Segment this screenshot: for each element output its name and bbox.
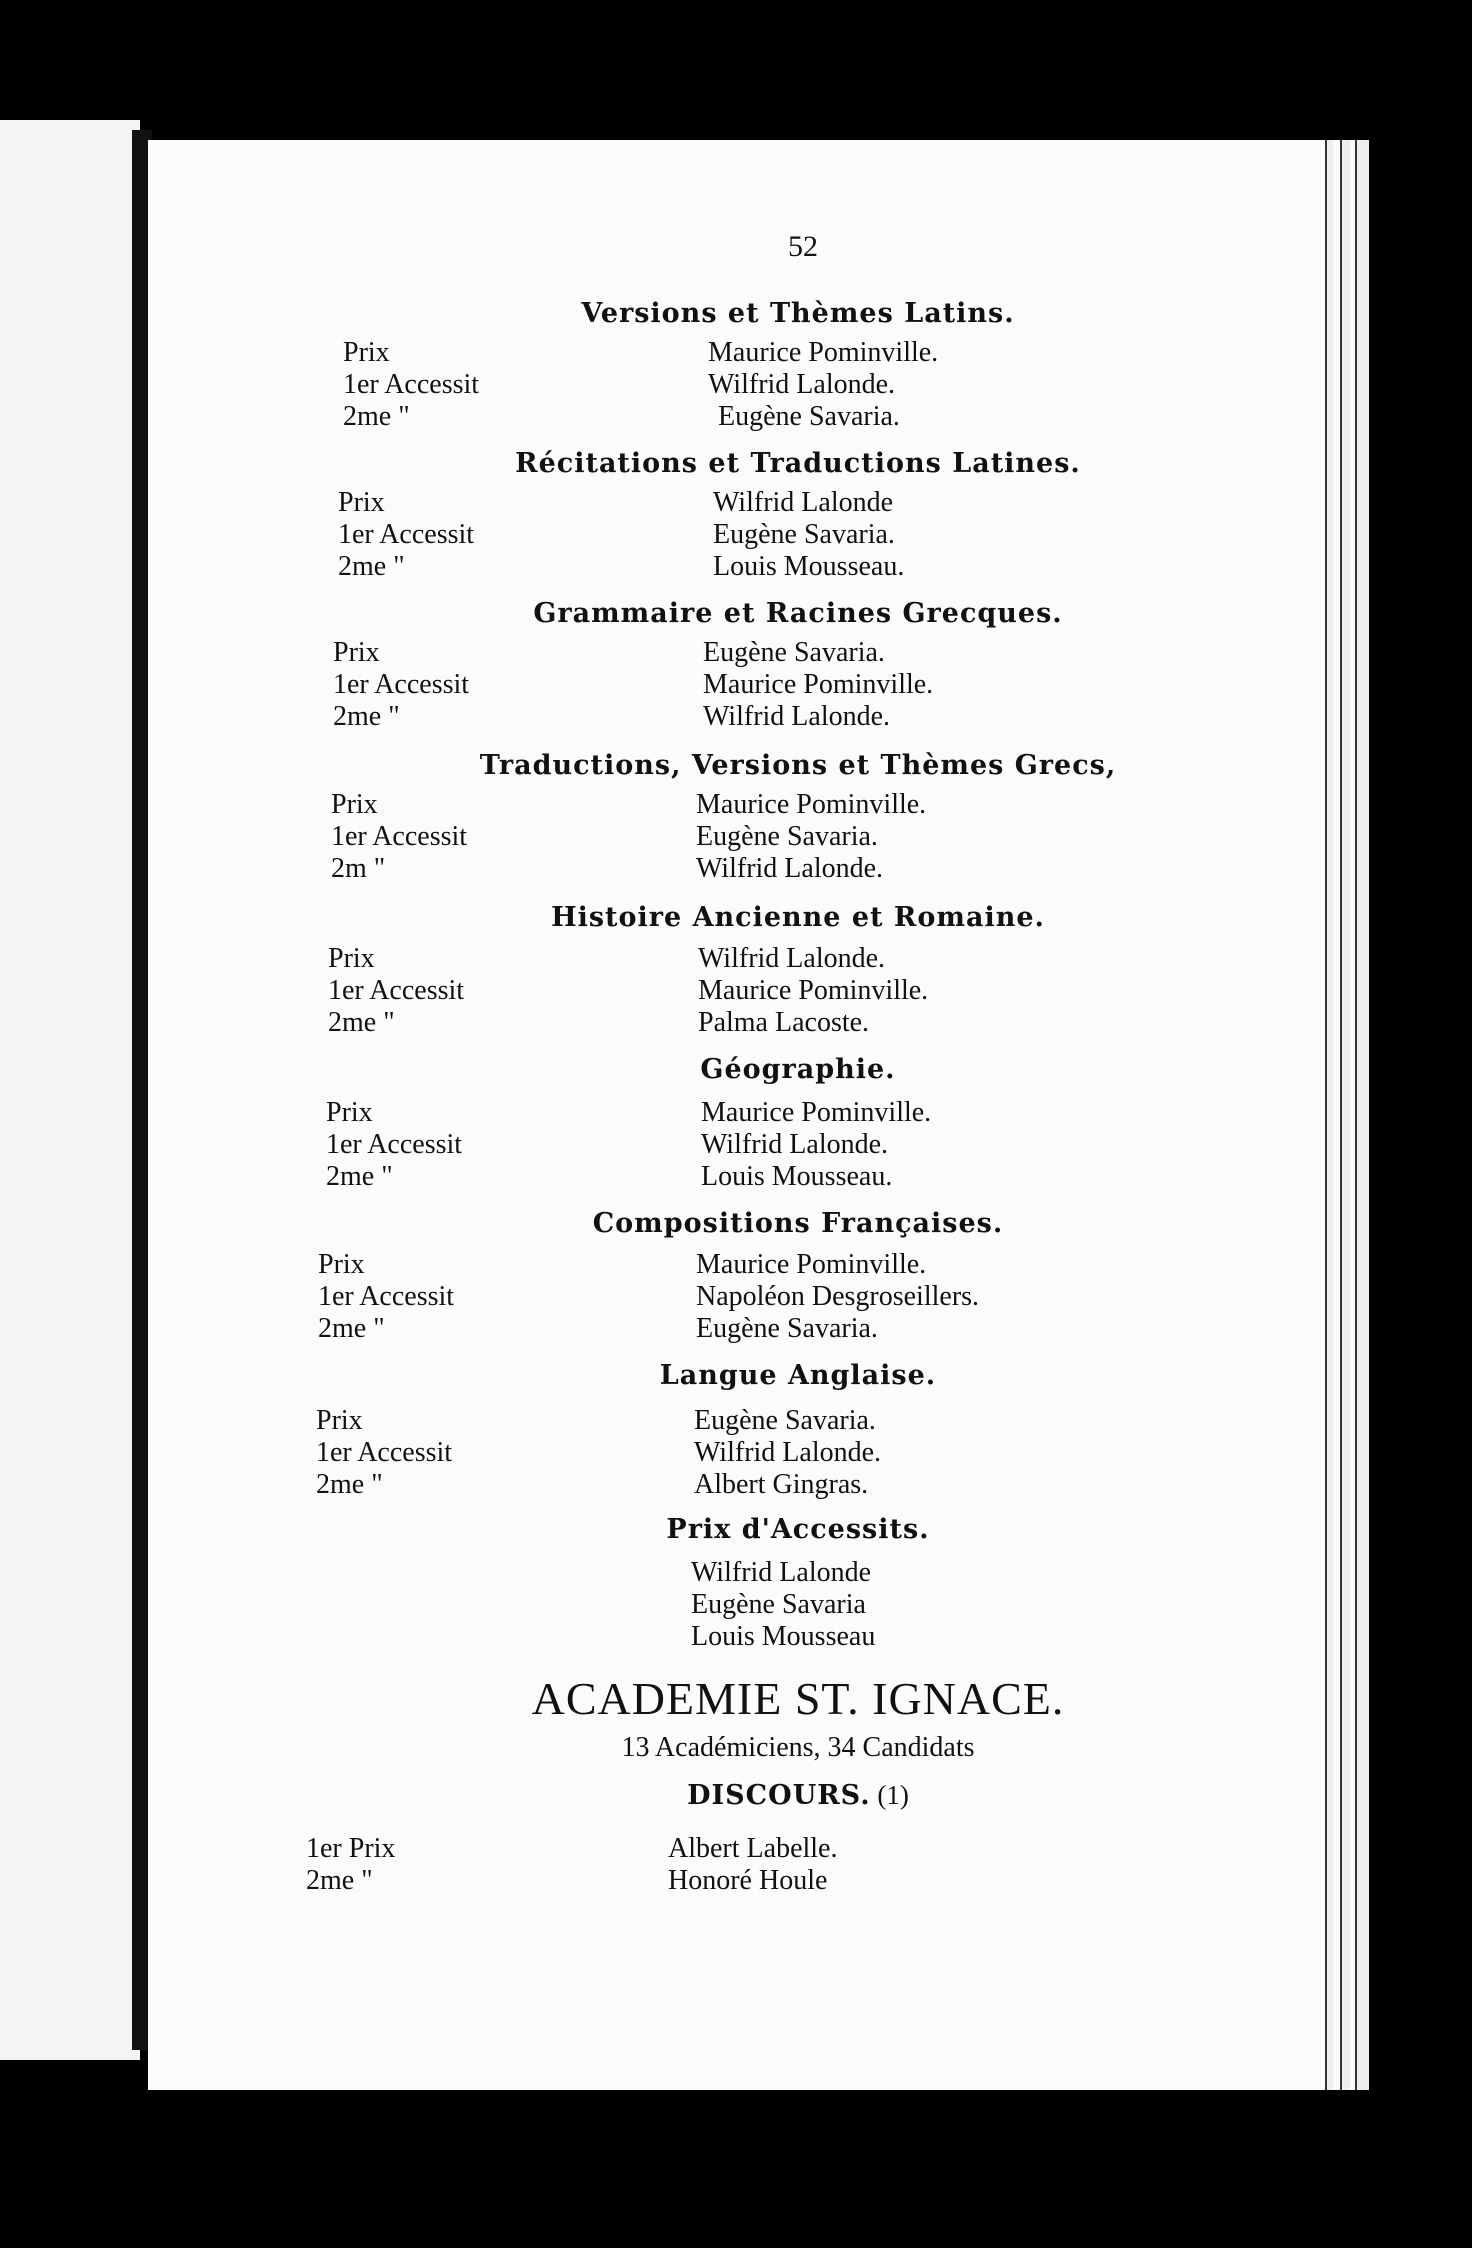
award-rank: Prix: [333, 637, 380, 668]
page-number: 52: [788, 230, 818, 263]
award-rank: 1er Accessit: [333, 669, 470, 700]
award-rank: 1er Accessit: [316, 1437, 453, 1468]
award-recipient: Louis Mousseau.: [701, 1161, 893, 1192]
award-recipient: Eugène Savaria.: [694, 1405, 876, 1436]
award-rank: 1er Accessit: [343, 369, 480, 400]
award-recipient: Palma Lacoste.: [698, 1007, 870, 1038]
award-recipient: Albert Gingras.: [694, 1469, 869, 1500]
award-recipient: Eugène Savaria.: [696, 1313, 878, 1344]
award-recipient: Louis Mousseau: [691, 1621, 876, 1652]
section-heading: Récitations et Traductions Latines.: [515, 448, 1081, 479]
section-heading: Géographie.: [700, 1054, 896, 1085]
award-rank: Prix: [318, 1249, 365, 1280]
award-recipient: Wilfrid Lalonde.: [708, 369, 896, 400]
award-recipient: Wilfrid Lalonde.: [694, 1437, 882, 1468]
facing-page-edge: [0, 120, 140, 2060]
discours-heading: DISCOURS.: [687, 1780, 871, 1811]
award-recipient: Eugène Savaria.: [713, 519, 895, 550]
award-recipient: Wilfrid Lalonde.: [696, 853, 884, 884]
section-heading: Prix d'Accessits.: [666, 1514, 930, 1545]
award-recipient: Napoléon Desgroseillers.: [696, 1281, 980, 1312]
award-rank: 1er Accessit: [328, 975, 465, 1006]
section-heading: Histoire Ancienne et Romaine.: [551, 902, 1045, 933]
section-heading: Traductions, Versions et Thèmes Grecs,: [479, 750, 1117, 781]
award-rank: Prix: [338, 487, 385, 518]
award-recipient: Maurice Pominville.: [696, 1249, 927, 1280]
award-recipient: Wilfrid Lalonde: [713, 487, 894, 518]
award-rank: 2m ": [331, 853, 386, 884]
discours-footnote-marker: (1): [877, 1780, 909, 1810]
page-content: [148, 140, 1358, 2090]
award-rank: Prix: [343, 337, 390, 368]
award-rank: 1er Prix: [306, 1833, 396, 1864]
award-recipient: Eugène Savaria: [691, 1589, 866, 1620]
award-rank: 2me ": [318, 1313, 385, 1344]
award-recipient: Wilfrid Lalonde: [691, 1557, 872, 1588]
award-recipient: Wilfrid Lalonde.: [703, 701, 891, 732]
academy-subtitle: 13 Académiciens, 34 Candidats: [621, 1732, 975, 1763]
section-heading: Grammaire et Racines Grecques.: [533, 598, 1063, 629]
section-heading: Compositions Françaises.: [592, 1208, 1004, 1239]
award-rank: 1er Accessit: [318, 1281, 455, 1312]
award-rank: 2me ": [343, 401, 410, 432]
award-recipient: Louis Mousseau.: [713, 551, 905, 582]
section-heading: Langue Anglaise.: [659, 1360, 937, 1391]
award-rank: 2me ": [328, 1007, 395, 1038]
award-recipient: Wilfrid Lalonde.: [701, 1129, 889, 1160]
award-rank: Prix: [328, 943, 375, 974]
award-recipient: Honoré Houle: [668, 1865, 828, 1896]
award-rank: Prix: [316, 1405, 363, 1436]
award-recipient: Eugène Savaria.: [718, 401, 900, 432]
award-recipient: Wilfrid Lalonde.: [698, 943, 886, 974]
award-rank: 2me ": [306, 1865, 373, 1896]
award-rank: 1er Accessit: [326, 1129, 463, 1160]
award-rank: 2me ": [326, 1161, 393, 1192]
award-rank: 2me ": [338, 551, 405, 582]
award-rank: 1er Accessit: [338, 519, 475, 550]
award-rank: Prix: [331, 789, 378, 820]
academy-title: ACADEMIE ST. IGNACE.: [531, 1673, 1065, 1724]
award-recipient: Albert Labelle.: [668, 1833, 838, 1864]
award-recipient: Maurice Pominville.: [703, 669, 934, 700]
award-rank: 1er Accessit: [331, 821, 468, 852]
award-recipient: Maurice Pominville.: [698, 975, 929, 1006]
award-recipient: Eugène Savaria.: [703, 637, 885, 668]
award-recipient: Maurice Pominville.: [708, 337, 939, 368]
award-rank: Prix: [326, 1097, 373, 1128]
award-recipient: Maurice Pominville.: [696, 789, 927, 820]
award-recipient: Maurice Pominville.: [701, 1097, 932, 1128]
discours-heading-line: [148, 1780, 1358, 1811]
award-rank: 2me ": [316, 1469, 383, 1500]
award-rank: 2me ": [333, 701, 400, 732]
award-recipient: Eugène Savaria.: [696, 821, 878, 852]
section-heading: Versions et Thèmes Latins.: [581, 298, 1015, 329]
